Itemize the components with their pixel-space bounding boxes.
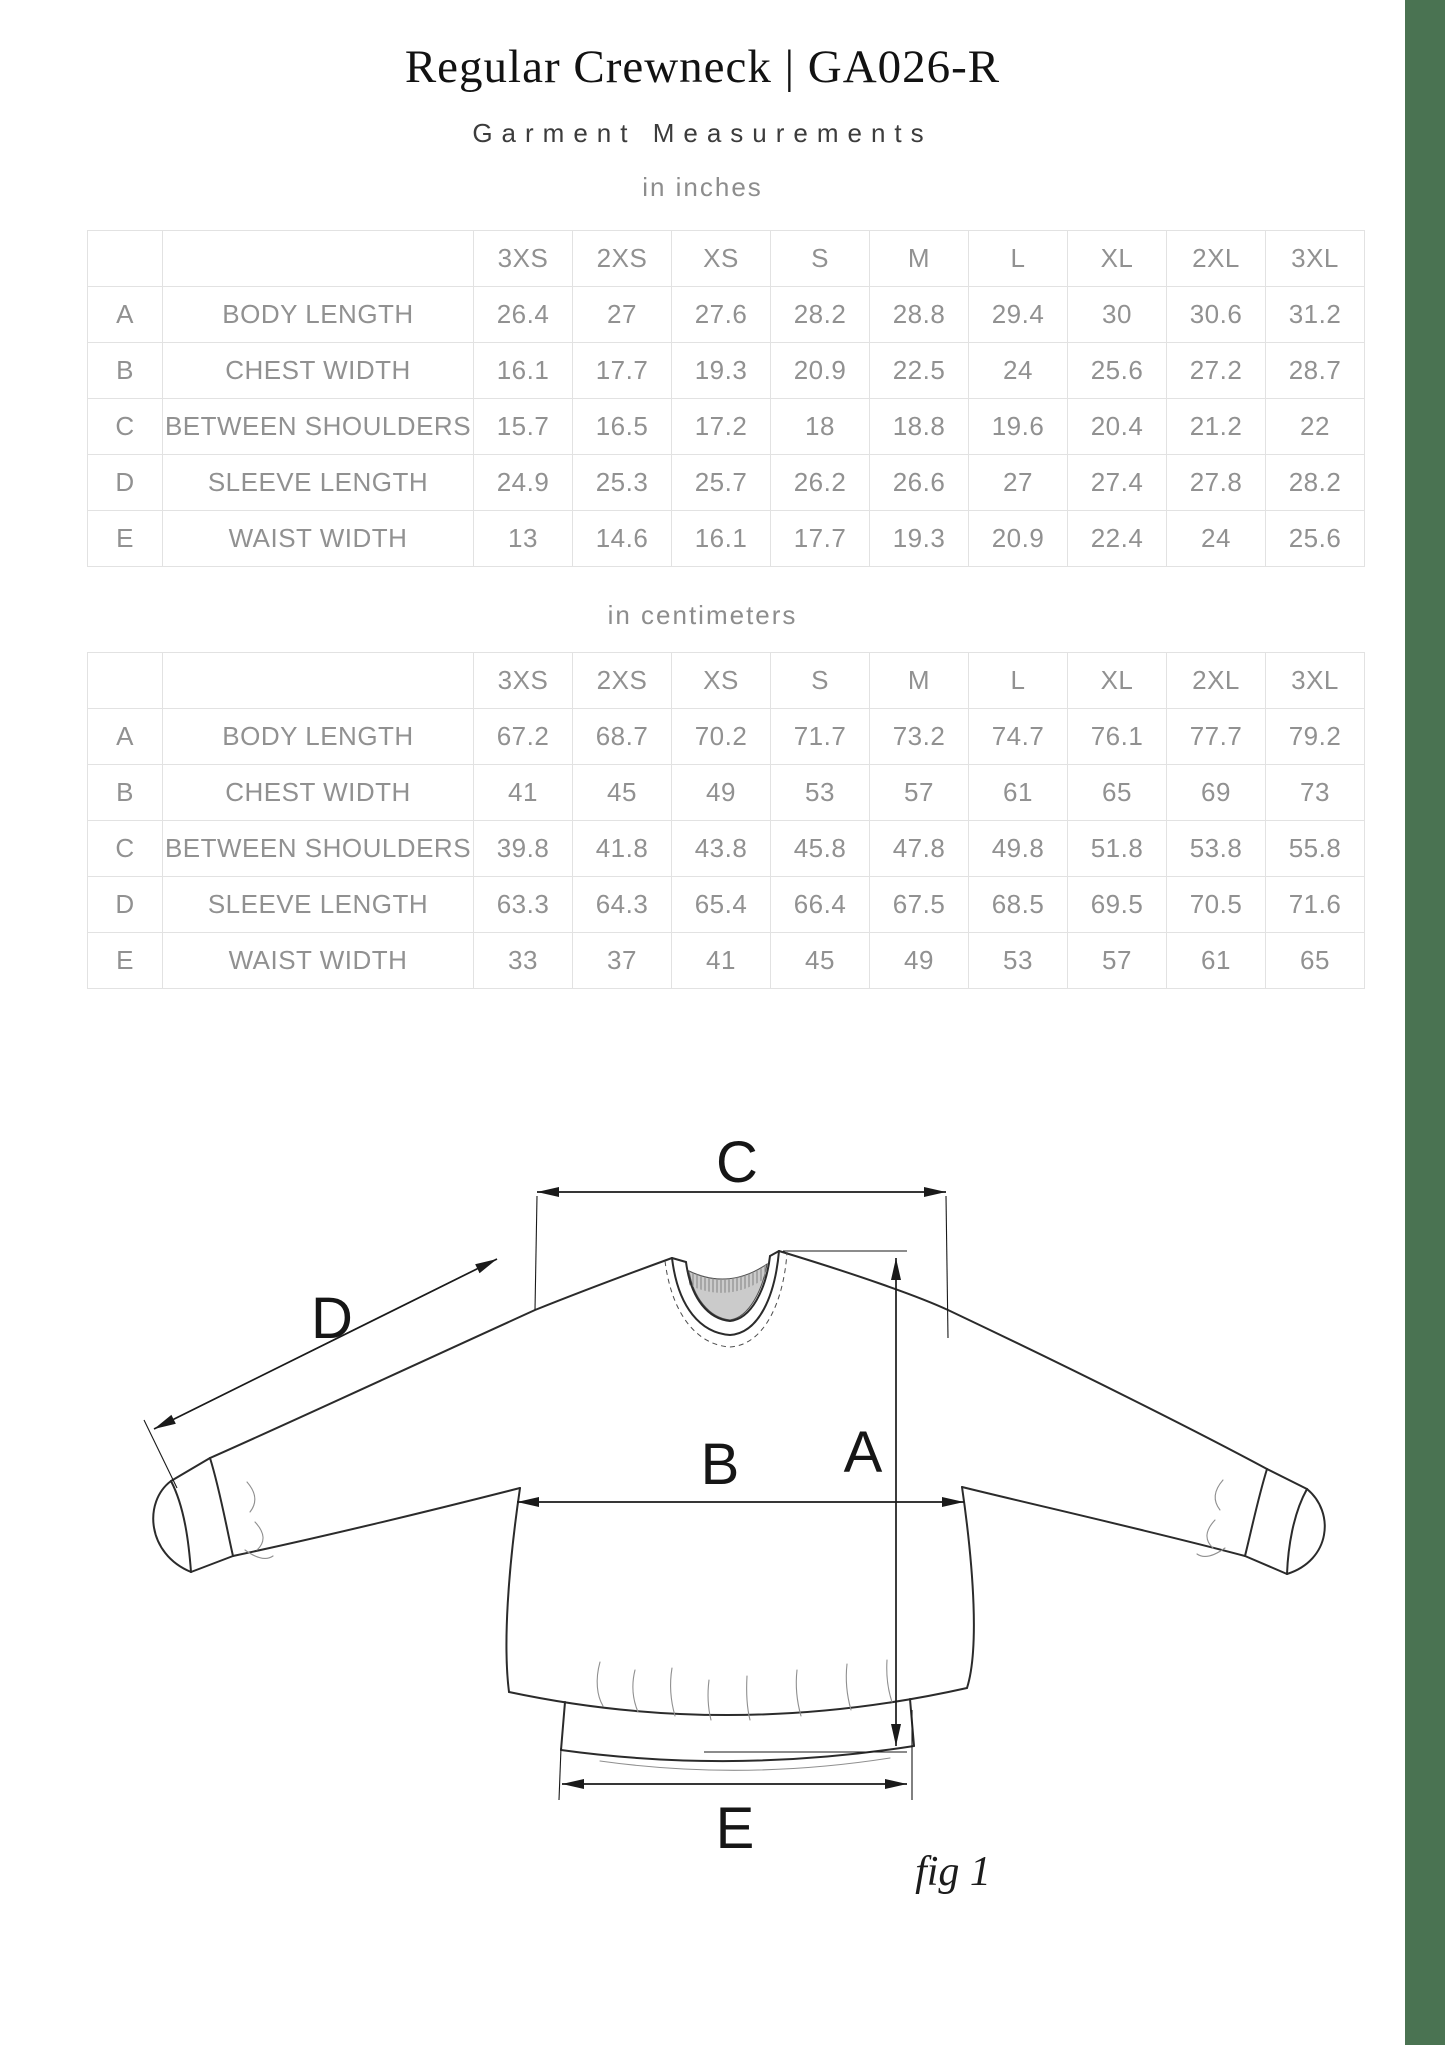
size-header-cell: XL [1068,653,1167,709]
measurement-row [88,287,1365,343]
dimension-label-c: C [716,1140,758,1195]
measurement-value-cell: 30 [1068,287,1167,343]
measurement-value-cell: 45 [573,765,672,821]
measurement-key-cell: C [88,399,163,455]
measurement-value-cell: 14.6 [573,511,672,567]
measurement-value-cell: 71.6 [1266,877,1365,933]
size-header-row [88,653,1365,709]
measurement-value-cell: 18.8 [870,399,969,455]
measurement-value-cell: 70.2 [672,709,771,765]
measurement-value-cell: 79.2 [1266,709,1365,765]
measurement-value-cell: 19.3 [672,343,771,399]
measurement-value-cell: 33 [474,933,573,989]
measurement-value-cell: 20.9 [969,511,1068,567]
measurement-value-cell: 57 [870,765,969,821]
measurement-value-cell: 41 [672,933,771,989]
size-header-cell: 3XL [1266,653,1365,709]
measurement-value-cell: 47.8 [870,821,969,877]
dimension-label-d: D [311,1286,353,1351]
measurement-row [88,343,1365,399]
background-accent-strip [1405,0,1445,2045]
measurement-value-cell: 16.5 [573,399,672,455]
measurement-label-cell: WAIST WIDTH [163,933,474,989]
measurement-value-cell: 16.1 [474,343,573,399]
measurement-label-cell: CHEST WIDTH [163,765,474,821]
measurement-value-cell: 27.4 [1068,455,1167,511]
garment-diagram [95,1140,1355,1900]
measurement-value-cell: 65 [1266,933,1365,989]
measurement-value-cell: 20.4 [1068,399,1167,455]
measurement-value-cell: 25.3 [573,455,672,511]
measurement-value-cell: 19.6 [969,399,1068,455]
size-header-cell: S [771,653,870,709]
measurement-key-cell: C [88,821,163,877]
size-header-cell: XL [1068,231,1167,287]
measurement-value-cell: 27 [573,287,672,343]
measurement-value-cell: 49 [870,933,969,989]
size-header-cell: 2XL [1167,653,1266,709]
size-header-cell: XS [672,653,771,709]
measurement-value-cell: 49.8 [969,821,1068,877]
measurement-value-cell: 16.1 [672,511,771,567]
dimension-label-e: E [715,1796,755,1861]
empty-header-cell [88,653,163,709]
measurement-value-cell: 73.2 [870,709,969,765]
measurement-key-cell: E [88,511,163,567]
size-header-cell: L [969,653,1068,709]
measurement-value-cell: 37 [573,933,672,989]
measurement-value-cell: 27 [969,455,1068,511]
measurement-row [88,933,1365,989]
measurement-value-cell: 61 [969,765,1068,821]
measurement-value-cell: 39.8 [474,821,573,877]
measurement-label-cell: BETWEEN SHOULDERS [163,821,474,877]
measurement-value-cell: 69 [1167,765,1266,821]
measurement-value-cell: 15.7 [474,399,573,455]
inches-table [87,230,1365,567]
measurement-value-cell: 18 [771,399,870,455]
measurement-value-cell: 65.4 [672,877,771,933]
measurement-row [88,709,1365,765]
measurement-row [88,399,1365,455]
measurement-value-cell: 65 [1068,765,1167,821]
measurement-row [88,511,1365,567]
measurement-value-cell: 55.8 [1266,821,1365,877]
measurement-value-cell: 43.8 [672,821,771,877]
measurement-value-cell: 28.8 [870,287,969,343]
measurement-value-cell: 70.5 [1167,877,1266,933]
measurement-value-cell: 25.7 [672,455,771,511]
size-header-row [88,231,1365,287]
measurement-row [88,765,1365,821]
measurement-label-cell: SLEEVE LENGTH [163,877,474,933]
unit-label-inches: in inches [642,172,763,202]
measurement-value-cell: 63.3 [474,877,573,933]
size-header-cell: M [870,653,969,709]
measurement-label-cell: CHEST WIDTH [163,343,474,399]
measurement-row [88,455,1365,511]
measurement-key-cell: D [88,455,163,511]
measurement-value-cell: 67.5 [870,877,969,933]
measurement-value-cell: 28.7 [1266,343,1365,399]
size-header-cell: 2XS [573,653,672,709]
measurement-value-cell: 73 [1266,765,1365,821]
measurement-value-cell: 29.4 [969,287,1068,343]
measurement-value-cell: 25.6 [1266,511,1365,567]
measurement-value-cell: 17.7 [771,511,870,567]
centimeters-table [87,652,1365,989]
size-header-cell: L [969,231,1068,287]
measurement-value-cell: 71.7 [771,709,870,765]
measurement-row [88,821,1365,877]
figure-caption: fig 1 [915,1849,991,1895]
measurement-value-cell: 26.2 [771,455,870,511]
measurement-value-cell: 22 [1266,399,1365,455]
measurement-key-cell: A [88,287,163,343]
measurement-value-cell: 69.5 [1068,877,1167,933]
measurement-label-cell: BETWEEN SHOULDERS [163,399,474,455]
measurement-label-cell: WAIST WIDTH [163,511,474,567]
measurement-value-cell: 53 [969,933,1068,989]
measurement-value-cell: 77.7 [1167,709,1266,765]
measurement-key-cell: B [88,343,163,399]
collar [665,1251,787,1347]
measurement-key-cell: E [88,933,163,989]
measurement-value-cell: 68.5 [969,877,1068,933]
measurement-value-cell: 24 [1167,511,1266,567]
measurement-value-cell: 24 [969,343,1068,399]
measurement-value-cell: 45.8 [771,821,870,877]
measurement-key-cell: D [88,877,163,933]
empty-header-cell [88,231,163,287]
measurement-value-cell: 27.6 [672,287,771,343]
measurement-key-cell: B [88,765,163,821]
measurement-label-cell: BODY LENGTH [163,709,474,765]
measurement-label-cell: SLEEVE LENGTH [163,455,474,511]
measurement-value-cell: 45 [771,933,870,989]
measurement-value-cell: 68.7 [573,709,672,765]
measurement-value-cell: 41 [474,765,573,821]
measurement-value-cell: 49 [672,765,771,821]
empty-header-cell [163,653,474,709]
dimension-d [144,1259,497,1488]
measurement-value-cell: 67.2 [474,709,573,765]
measurement-value-cell: 20.9 [771,343,870,399]
empty-header-cell [163,231,474,287]
measurement-value-cell: 17.7 [573,343,672,399]
measurement-value-cell: 31.2 [1266,287,1365,343]
measurement-label-cell: BODY LENGTH [163,287,474,343]
size-header-cell: S [771,231,870,287]
measurement-value-cell: 74.7 [969,709,1068,765]
measurement-row [88,877,1365,933]
dimension-b [517,1432,964,1502]
size-header-cell: M [870,231,969,287]
measurement-value-cell: 26.4 [474,287,573,343]
measurement-value-cell: 28.2 [1266,455,1365,511]
page-title: Regular Crewneck | GA026-R [404,41,1001,93]
measurement-value-cell: 51.8 [1068,821,1167,877]
measurement-value-cell: 26.6 [870,455,969,511]
measurement-value-cell: 24.9 [474,455,573,511]
measurement-value-cell: 66.4 [771,877,870,933]
measurement-value-cell: 53 [771,765,870,821]
dimension-label-a: A [843,1420,883,1485]
measurement-value-cell: 25.6 [1068,343,1167,399]
measurement-value-cell: 53.8 [1167,821,1266,877]
measurement-value-cell: 30.6 [1167,287,1266,343]
measurement-value-cell: 19.3 [870,511,969,567]
measurement-value-cell: 27.2 [1167,343,1266,399]
measurement-value-cell: 28.2 [771,287,870,343]
unit-label-centimeters: in centimeters [607,600,798,630]
measurement-value-cell: 61 [1167,933,1266,989]
measurement-value-cell: 41.8 [573,821,672,877]
measurement-value-cell: 57 [1068,933,1167,989]
measurement-value-cell: 76.1 [1068,709,1167,765]
measurement-value-cell: 21.2 [1167,399,1266,455]
page-subtitle: Garment Measurements [472,118,933,148]
measurement-key-cell: A [88,709,163,765]
measurement-value-cell: 13 [474,511,573,567]
measurement-value-cell: 22.5 [870,343,969,399]
measurement-value-cell: 64.3 [573,877,672,933]
measurement-value-cell: 17.2 [672,399,771,455]
measurement-value-cell: 22.4 [1068,511,1167,567]
measurement-value-cell: 27.8 [1167,455,1266,511]
size-header-cell: 3XL [1266,231,1365,287]
size-header-cell: 3XS [474,231,573,287]
dimension-e [559,1710,912,1861]
size-header-cell: 3XS [474,653,573,709]
size-header-cell: XS [672,231,771,287]
size-header-cell: 2XS [573,231,672,287]
dimension-label-b: B [700,1432,740,1497]
size-header-cell: 2XL [1167,231,1266,287]
